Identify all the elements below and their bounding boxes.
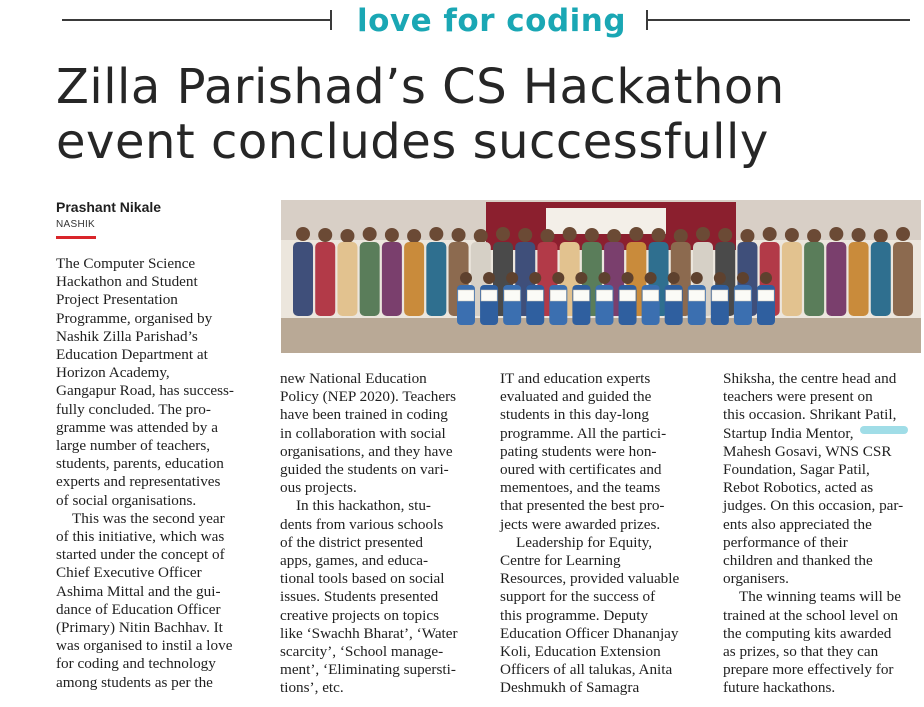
- certificate: [735, 290, 751, 301]
- person-body: [426, 242, 446, 316]
- text-line: mementoes, and the teams: [500, 479, 661, 497]
- person-head: [807, 229, 821, 243]
- person-head: [696, 227, 710, 241]
- certificate: [504, 290, 520, 301]
- text-line: Policy (NEP 2020). Teachers: [280, 388, 457, 406]
- headline-line-1: Zilla Parishad’s CS Hackathon: [56, 59, 785, 115]
- certificate: [689, 290, 705, 301]
- person-body: [849, 242, 869, 316]
- text-line: dance of Education Officer: [56, 600, 221, 618]
- student-head: [622, 272, 634, 284]
- text-line: programme. All the partici-: [500, 424, 667, 442]
- person-head: [318, 228, 332, 242]
- student-head: [552, 272, 564, 284]
- person-head: [674, 229, 688, 243]
- article-column-2: [280, 370, 480, 698]
- text-line: that presented the best pro-: [500, 497, 665, 515]
- text-line: In this hackathon, stu-: [296, 497, 431, 515]
- person-body: [360, 242, 380, 316]
- certificate: [758, 290, 774, 301]
- text-line: issues. Students presented: [280, 588, 439, 606]
- text-line: organisations, and they have: [280, 442, 453, 460]
- text-line: new National Education: [280, 370, 427, 387]
- text-line: Ashima Mittal and the gui-: [56, 582, 221, 600]
- text-line: IT and education experts: [500, 370, 651, 387]
- text-line: tional tools based on social: [280, 570, 445, 588]
- text-line: of this initiative, which was: [56, 528, 225, 546]
- person-body: [315, 242, 335, 316]
- person-head: [429, 227, 443, 241]
- person-body: [337, 242, 357, 316]
- text-line: as prizes, so that they can: [723, 643, 879, 661]
- person-body: [782, 242, 802, 316]
- text-line: experts and representatives: [56, 473, 221, 491]
- person-head: [496, 227, 510, 241]
- text-line: Gangapur Road, has success-: [56, 382, 234, 400]
- certificate: [712, 290, 728, 301]
- text-line: evaluated and guided the: [500, 388, 652, 406]
- text-line: Chief Executive Officer: [56, 564, 202, 582]
- certificate: [550, 290, 566, 301]
- text-line: Centre for Learning: [500, 552, 621, 570]
- text-line: The Computer Science: [56, 255, 196, 272]
- person-head: [629, 227, 643, 241]
- person-body: [404, 242, 424, 316]
- text-line: Hackathon and Student: [56, 273, 198, 291]
- text-line: have been trained in coding: [280, 406, 448, 424]
- person-head: [607, 229, 621, 243]
- person-head: [563, 227, 577, 241]
- text-line: tions’, etc.: [280, 679, 344, 697]
- text-line: Leadership for Equity,: [516, 533, 653, 551]
- text-line: Nashik Zilla Parishad’s: [56, 327, 198, 345]
- text-line: apps, games, and educa-: [280, 552, 429, 570]
- text-line: jects were awarded prizes.: [500, 515, 661, 533]
- article-column-1: [56, 255, 268, 692]
- text-line: performance of their: [723, 533, 848, 551]
- person-head: [385, 228, 399, 242]
- person-head: [452, 228, 466, 242]
- text-line: of the district presented: [280, 533, 423, 551]
- text-line: Mahesh Gosavi, WNS CSR: [723, 442, 892, 460]
- article-column-4: [723, 370, 923, 698]
- text-line: Deshmukh of Samagra: [500, 679, 640, 697]
- text-line: This was the second year: [72, 509, 225, 527]
- text-line: fully concluded. The pro-: [56, 400, 211, 418]
- person-head: [785, 228, 799, 242]
- text-line: The winning teams will be: [739, 588, 901, 606]
- student-head: [529, 272, 541, 284]
- person-head: [740, 229, 754, 243]
- group-photo-illustration: [281, 200, 921, 353]
- student-head: [691, 272, 703, 284]
- person-body: [893, 242, 913, 316]
- certificate: [573, 290, 589, 301]
- certificate: [527, 290, 543, 301]
- text-line: Education Department at: [56, 346, 208, 364]
- text-line: Rebot Robotics, acted as: [723, 479, 874, 497]
- kicker-rule-right: [648, 19, 910, 21]
- text-line: like ‘Swachh Bharat’, ‘Water: [280, 624, 458, 642]
- text-line: trained at the school level on: [723, 606, 899, 624]
- text-line: this occasion. Shrikant Patil,: [723, 406, 897, 424]
- person-head: [518, 228, 532, 242]
- text-line: of social organisations.: [56, 491, 197, 509]
- person-head: [829, 227, 843, 241]
- person-body: [382, 242, 402, 316]
- text-line: Startup India Mentor,: [723, 424, 854, 442]
- student-head: [506, 272, 518, 284]
- student-head: [737, 272, 749, 284]
- text-line: Resources, provided valuable: [500, 570, 680, 588]
- text-line: students, parents, education: [56, 455, 224, 473]
- text-line: started under the concept of: [56, 546, 225, 564]
- student-head: [483, 272, 495, 284]
- text-line: teachers were present on: [723, 388, 873, 406]
- student-head: [668, 272, 680, 284]
- text-line: creative projects on topics: [280, 606, 439, 624]
- person-head: [718, 228, 732, 242]
- text-line: dents from various schools: [280, 515, 444, 533]
- text-line: judges. On this occasion, par-: [723, 497, 904, 515]
- kicker-tick-left: [330, 10, 332, 30]
- text-line: (Primary) Nitin Bachhav. It: [56, 619, 223, 637]
- headline: [56, 60, 916, 170]
- person-head: [896, 227, 910, 241]
- byline-accent-rule: [56, 236, 96, 239]
- person-head: [474, 229, 488, 243]
- student-head: [645, 272, 657, 284]
- byline-author: Prashant Nikale: [56, 199, 162, 215]
- text-line: future hackathons.: [723, 679, 836, 697]
- student-head: [714, 272, 726, 284]
- certificate: [458, 290, 474, 301]
- text-line: Shiksha, the centre head and: [723, 370, 897, 387]
- person-head: [652, 228, 666, 242]
- text-line: among students as per the: [56, 673, 213, 691]
- student-head: [760, 272, 772, 284]
- person-head: [296, 227, 310, 241]
- text-line: large number of teachers,: [56, 437, 211, 455]
- person-body: [871, 242, 891, 316]
- text-line: for coding and technology: [56, 655, 216, 673]
- person-head: [407, 229, 421, 243]
- person-head: [363, 227, 377, 241]
- text-line: oured with certificates and: [500, 461, 662, 479]
- text-line: gramme was attended by a: [56, 418, 218, 436]
- text-line: Koli, Education Extension: [500, 643, 661, 661]
- text-line: the computing kits awarded: [723, 624, 892, 642]
- person-head: [852, 228, 866, 242]
- person-head: [585, 228, 599, 242]
- person-head: [874, 229, 888, 243]
- text-line: Programme, organised by: [56, 309, 213, 327]
- group-photo: [281, 200, 921, 353]
- text-line: children and thanked the: [723, 552, 873, 570]
- text-line: was organised to instil a love: [56, 637, 233, 655]
- headline-line-2: event concludes successfully: [56, 114, 769, 170]
- certificate: [666, 290, 682, 301]
- person-head: [540, 229, 554, 243]
- text-line: students in this day-long: [500, 406, 649, 424]
- text-line: Project Presentation: [56, 291, 178, 309]
- certificate: [596, 290, 612, 301]
- article-column-3: [500, 370, 705, 698]
- person-head: [763, 227, 777, 241]
- student-head: [598, 272, 610, 284]
- certificate: [481, 290, 497, 301]
- byline-location: NASHIK: [56, 219, 96, 230]
- person-body: [293, 242, 313, 316]
- person-body: [826, 242, 846, 316]
- certificate: [643, 290, 659, 301]
- text-line: ment’, ‘Eliminating supersti-: [280, 661, 456, 679]
- student-head: [575, 272, 587, 284]
- text-line: ents also appreciated the: [723, 515, 872, 533]
- certificate: [620, 290, 636, 301]
- text-line: Foundation, Sagar Patil,: [723, 461, 870, 479]
- text-line: guided the students on vari-: [280, 461, 449, 479]
- highlighter-mark: [860, 426, 908, 434]
- person-body: [804, 242, 824, 316]
- kicker-rule-left: [62, 19, 332, 21]
- text-line: scarcity’, ‘School manage-: [280, 643, 444, 661]
- text-line: support for the success of: [500, 588, 656, 606]
- student-head: [460, 272, 472, 284]
- text-line: pating students were hon-: [500, 442, 657, 460]
- section-kicker: love for coding: [356, 3, 627, 39]
- text-line: Officers of all talukas, Anita: [500, 661, 673, 679]
- text-line: this programme. Deputy: [500, 606, 649, 624]
- text-line: ous projects.: [280, 479, 357, 497]
- text-line: Horizon Academy,: [56, 364, 170, 382]
- text-line: prepare more effectively for: [723, 661, 894, 679]
- person-head: [340, 229, 354, 243]
- text-line: in collaboration with social: [280, 424, 446, 442]
- text-line: organisers.: [723, 570, 789, 588]
- text-line: Education Officer Dhananjay: [500, 624, 679, 642]
